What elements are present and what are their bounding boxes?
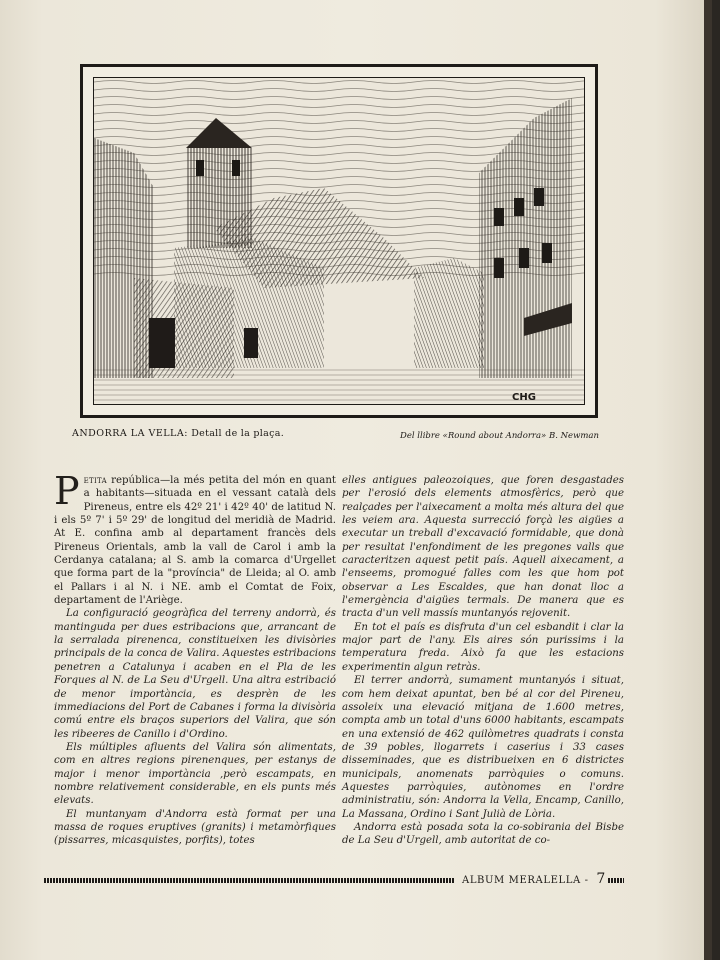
caption-title: ANDORRA LA VELLA:: [72, 428, 188, 439]
drop-cap: P: [54, 469, 80, 513]
page-number: 7: [596, 871, 606, 887]
paragraph: elles antigues paleozoiques, que foren desgastades per l'erosió dels elements atmosfèrics, però que realçades per l'aixecament a molta més altura del que les veiem ara. Aquesta surrecció forçà les aigües a executar un treball d'excavació formidable, que donà per resultat l'enfondiment de les pregones valls que caracteritzen aquest petit país. Aquell aixecament, a l'enseems, promogué falles com les que hom pot observar a Les Escaldes, que han donat lloc a l'emergència d'aigües termals. De manera que es tracta d'un vell massís muntanyós rejovenit.: [342, 475, 624, 620]
paragraph: Els múltiples afluents del Valira són alimentats, com en altres regions pirenenques, per estanys de major i menor importància ,però escampats, en nombre relativement considerable, en els punts més elevats.: [54, 741, 336, 807]
caption-detail: Detall de la plaça.: [191, 428, 285, 439]
engraving-signature: CHG: [512, 392, 536, 403]
illustration-caption: [72, 428, 284, 439]
paragraph: En tot el país es disfruta d'un cel esbandit i clar la major part de l'any. Els aires són purissims i la temperatura freda. Això fa que les estacions experimentin algun retràs.: [342, 621, 624, 673]
paragraph: Andorra està posada sota la co-sobirania del Bisbe de La Seu d'Urgell, amb autoritat de co-: [342, 821, 624, 847]
album-title: ALBUM MERALELLA: [462, 875, 581, 886]
paragraph: El terrer andorrà, sumament muntanyós i situat, com hem deixat apuntat, ben bé al cor del Pireneu, assoleix una elevació mitjana de 1.600 metres, compta amb un total d'uns 6000 habitants, escampats en una extensió de 462 quilòmetres quadrats i consta de 39 pobles, llogarrets i caserius i 33 cases disseminades, que es distribueixen en 6 districtes municipals, anomenats parròquies o comuns. Aquestes parròquies, autònomes en l'ordre administratiu, són: Andorra la Vella, Encamp, Canillo, La Massana, Ordino i Sant Julià de Lòria.: [342, 675, 624, 820]
engraving-illustration: [93, 77, 585, 405]
illustration-source: Del llibre «Round about Andorra» B. Newman: [400, 431, 599, 441]
article-column-right: [342, 474, 624, 848]
engraving-frame: [80, 64, 598, 418]
town-square-engraving: [94, 78, 585, 405]
running-footer: [462, 871, 606, 887]
article-column-left: [54, 469, 336, 848]
footer-rule: [44, 878, 454, 883]
footer-rule-end: [608, 878, 624, 883]
paragraph: El muntanyam d'Andorra està format per una massa de roques eruptives (granits) i metamòrfiques (pissarres, micasquistes, porfits), totes: [54, 808, 336, 847]
lead-word: etita: [83, 475, 107, 486]
paragraph: La configuració geogràfica del terreny andorrà, és mantinguda per dues estribacions que, arrancant de la serralada pirenenca, constitueixen les divisòries principals de la conca de Valira. Aquestes estribacions penetren a Catalunya i acaben en el Pla de les Forques al N. de La Seu d'Urgell. Una altra estribació de menor importància, es desprèn de les immediacions del Port de Cabanes i forma la divisòria comú entre els braços superiors del Valira, que són les ribeeres de Canillo i d'Ordino.: [54, 608, 336, 740]
paragraph: [54, 469, 336, 607]
footer-separator: -: [584, 875, 589, 886]
page-edge: [704, 0, 712, 960]
paragraph-text: república—la més petita del món en quant a habitants—situada en el vessant català dels Pireneus, entre els 42º 21' i 42º 40' de latitud N. i els 5º 7' i 5º 29' de longitud del meridià de Madrid. At E. confina amb al departament francès dels Pireneus Orientals, amb la vall de Carol i amb la Cerdanya catalana; al S. amb la comarca d'Urgellet que forma part de la "província" de Lleida; al O. amb el Pallars i al N. i NE. amb el Comtat de Foix, departament de l'Ariège.: [54, 475, 336, 607]
